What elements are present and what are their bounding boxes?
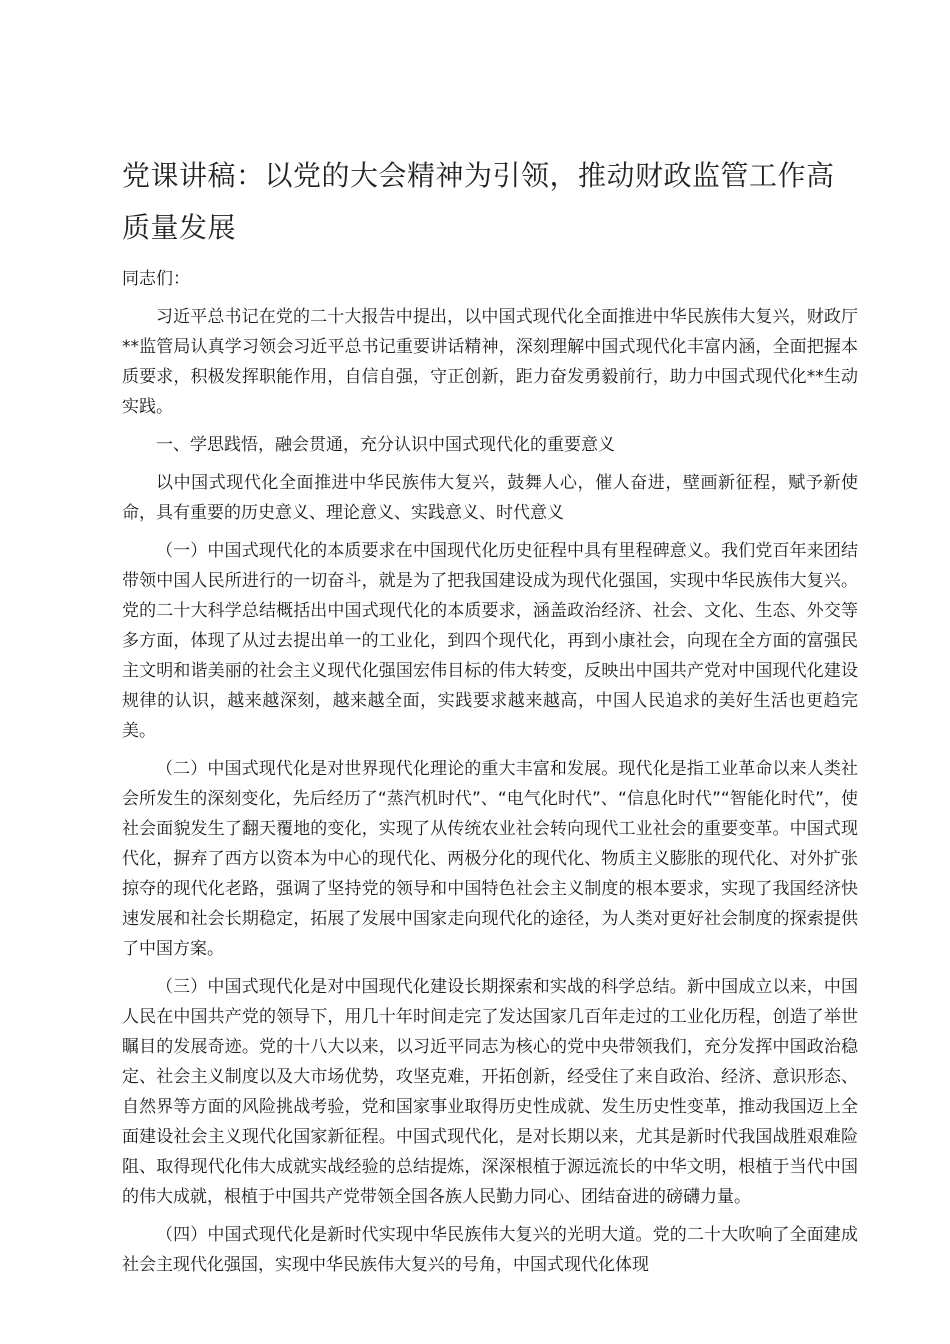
- document-title: 党课讲稿：以党的大会精神为引领，推动财政监管工作高质量发展: [122, 159, 835, 244]
- intro-paragraph: 习近平总书记在党的二十大报告中提出，以中国式现代化全面推进中华民族伟大复兴，财政厅**监管局认真学习领会习近平总书记重要讲话精神，深刻理解中国式现代化丰富内涵，全面把握本质要求，积极发挥职能作用，自信自强，守正创新，距力奋发勇毅前行，助力中国式现代化**生动实践。: [122, 307, 858, 417]
- salutation: 同志们：: [122, 269, 190, 289]
- section-heading-1: 一、学思践悟，融会贯通，充分认识中国式现代化的重要意义: [156, 435, 615, 455]
- section-lead-paragraph: 以中国式现代化全面推进中华民族伟大复兴，鼓舞人心，催人奋进，壁画新征程，赋予新使命，具有重要的历史意义、理论意义、实践意义、时代意义: [122, 473, 858, 523]
- point-2-paragraph: （二）中国式现代化是对世界现代化理论的重大丰富和发展。现代化是指工业革命以来人类社会所发生的深刻变化，先后经历了“蒸汽机时代”、“电气化时代”、“信息化时代”“智能化时代”，使社会面貌发生了翻天覆地的变化，实现了从传统农业社会转向现代工业社会的重要变革。中国式现代化，摒弃了西方以资本为中心的现代化、两极分化的现代化、物质主义膨胀的现代化、对外扩张掠夺的现代化老路，强调了坚持党的领导和中国特色社会主义制度的根本要求，实现了我国经济快速发展和社会长期稳定，拓展了发展中国家走向现代化的途径，为人类对更好社会制度的探索提供了中国方案。: [122, 759, 858, 959]
- point-1-paragraph: （一）中国式现代化的本质要求在中国现代化历史征程中具有里程碑意义。我们党百年来团结带领中国人民所进行的一切奋斗，就是为了把我国建设成为现代化强国，实现中华民族伟大复兴。党的二十大科学总结概括出中国式现代化的本质要求，涵盖政治经济、社会、文化、生态、外交等多方面，体现了从过去提出单一的工业化，到四个现代化，再到小康社会，向现在全方面的富强民主文明和谐美丽的社会主义现代化强国宏伟目标的伟大转变，反映出中国共产党对中国现代化建设规律的认识，越来越深刻，越来越全面，实践要求越来越高，中国人民追求的美好生活也更趋完美。: [122, 541, 858, 741]
- point-4-paragraph: （四）中国式现代化是新时代实现中华民族伟大复兴的光明大道。党的二十大吹响了全面建成社会主现代化强国，实现中华民族伟大复兴的号角，中国式现代化体现: [122, 1225, 858, 1275]
- point-3-paragraph: （三）中国式现代化是对中国现代化建设长期探索和实战的科学总结。新中国成立以来，中国人民在中国共产党的领导下，用几十年时间走完了发达国家几百年走过的工业化历程，创造了举世瞩目的发展奇迹。党的十八大以来，以习近平同志为核心的党中央带领我们，充分发挥中国政治稳定、社会主义制度以及大市场优势，攻坚克难，开拓创新，经受住了来自政治、经济、意识形态、自然界等方面的风险挑战考验，党和国家事业取得历史性成就、发生历史性变革，推动我国迈上全面建设社会主义现代化国家新征程。中国式现代化，是对长期以来，尤其是新时代我国战胜艰难险阻、取得现代化伟大成就实战经验的总结提炼，深深根植于源远流长的中华文明，根植于当代中国的伟大成就，根植于中国共产党带领全国各族人民勤力同心、团结奋进的磅礴力量。: [122, 977, 858, 1207]
- document-page: [122, 150, 858, 1288]
